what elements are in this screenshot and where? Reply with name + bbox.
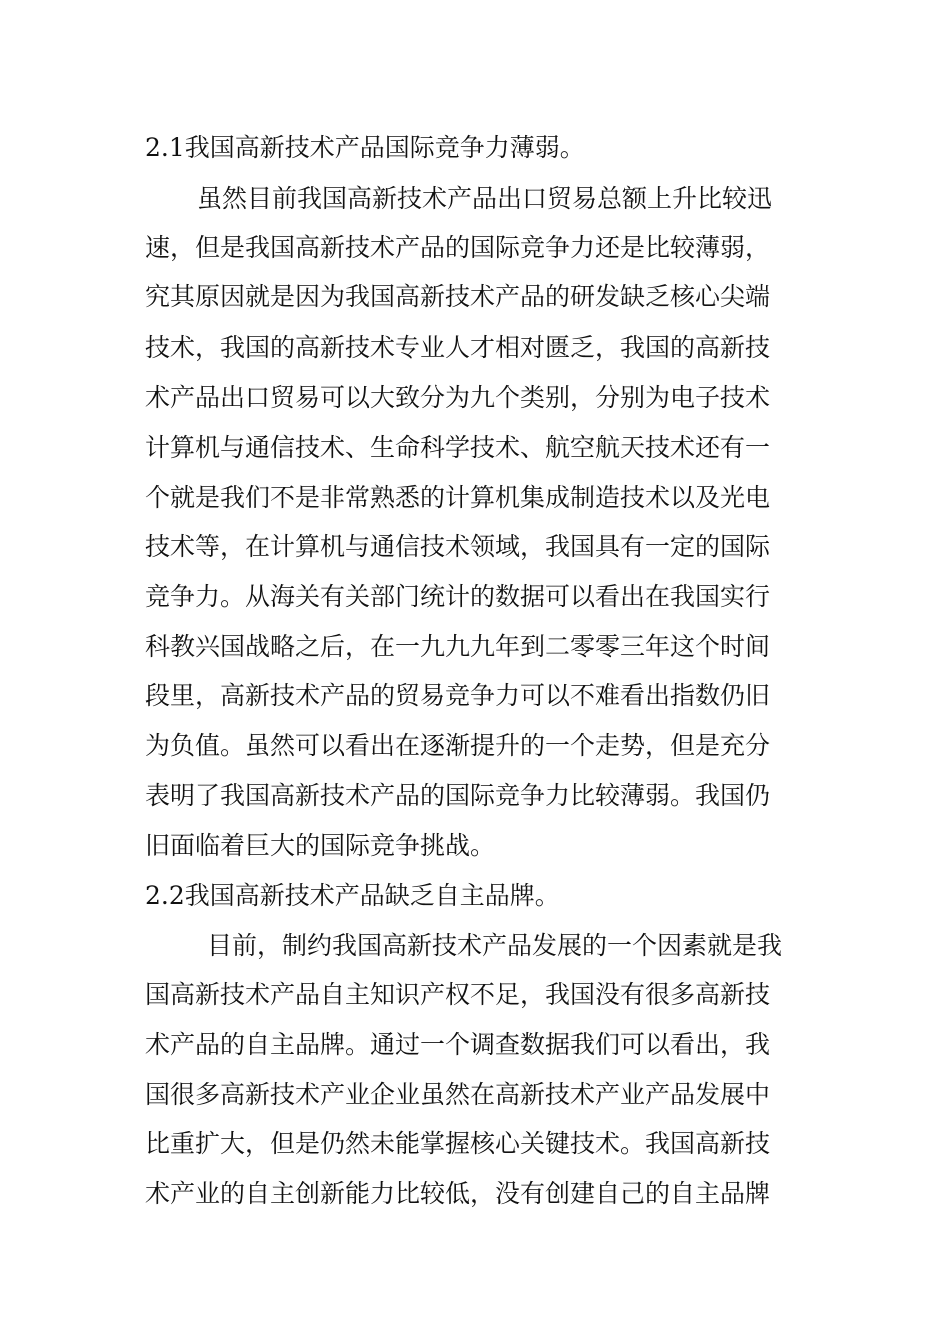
- paragraph-line: 国很多高新技术产业企业虽然在高新技术产业产品发展中: [145, 1080, 771, 1109]
- section-heading-2-2: 2.2我国高新技术产品缺乏自主品牌。: [145, 881, 560, 910]
- paragraph-line: 段里，高新技术产品的贸易竞争力可以不难看出指数仍旧: [145, 681, 771, 710]
- paragraph-line: 虽然目前我国高新技术产品出口贸易总额上升比较迅: [197, 184, 773, 213]
- paragraph-line: 竞争力。从海关有关部门统计的数据可以看出在我国实行: [145, 582, 771, 611]
- paragraph-line: 目前，制约我国高新技术产品发展的一个因素就是我: [207, 931, 783, 960]
- paragraph-line: 速，但是我国高新技术产品的国际竞争力还是比较薄弱，: [145, 233, 771, 262]
- paragraph-line: 究其原因就是因为我国高新技术产品的研发缺乏核心尖端: [145, 282, 771, 311]
- paragraph-line: 为负值。虽然可以看出在逐渐提升的一个走势，但是充分: [145, 731, 771, 760]
- paragraph-line: 个就是我们不是非常熟悉的计算机集成制造技术以及光电: [145, 483, 771, 512]
- paragraph-line: 技术等，在计算机与通信技术领域，我国具有一定的国际: [145, 532, 771, 561]
- paragraph-line: 术产品的自主品牌。通过一个调查数据我们可以看出，我: [145, 1030, 771, 1059]
- paragraph-line: 表明了我国高新技术产品的国际竞争力比较薄弱。我国仍: [145, 781, 771, 810]
- paragraph-line: 计算机与通信技术、生命科学技术、航空航天技术还有一: [145, 433, 771, 462]
- paragraph-line: 旧面临着巨大的国际竞争挑战。: [145, 831, 496, 860]
- paragraph-line: 术产业的自主创新能力比较低，没有创建自己的自主品牌: [145, 1179, 771, 1208]
- paragraph-line: 科教兴国战略之后，在一九九九年到二零零三年这个时间: [145, 632, 771, 661]
- section-heading-2-1: 2.1我国高新技术产品国际竞争力薄弱。: [145, 133, 585, 162]
- paragraph-line: 比重扩大，但是仍然未能掌握核心关键技术。我国高新技: [145, 1129, 771, 1158]
- paragraph-line: 技术，我国的高新技术专业人才相对匮乏，我国的高新技: [145, 333, 771, 362]
- paragraph-line: 术产品出口贸易可以大致分为九个类别，分别为电子技术: [145, 383, 771, 412]
- paragraph-line: 国高新技术产品自主知识产权不足，我国没有很多高新技: [145, 980, 771, 1009]
